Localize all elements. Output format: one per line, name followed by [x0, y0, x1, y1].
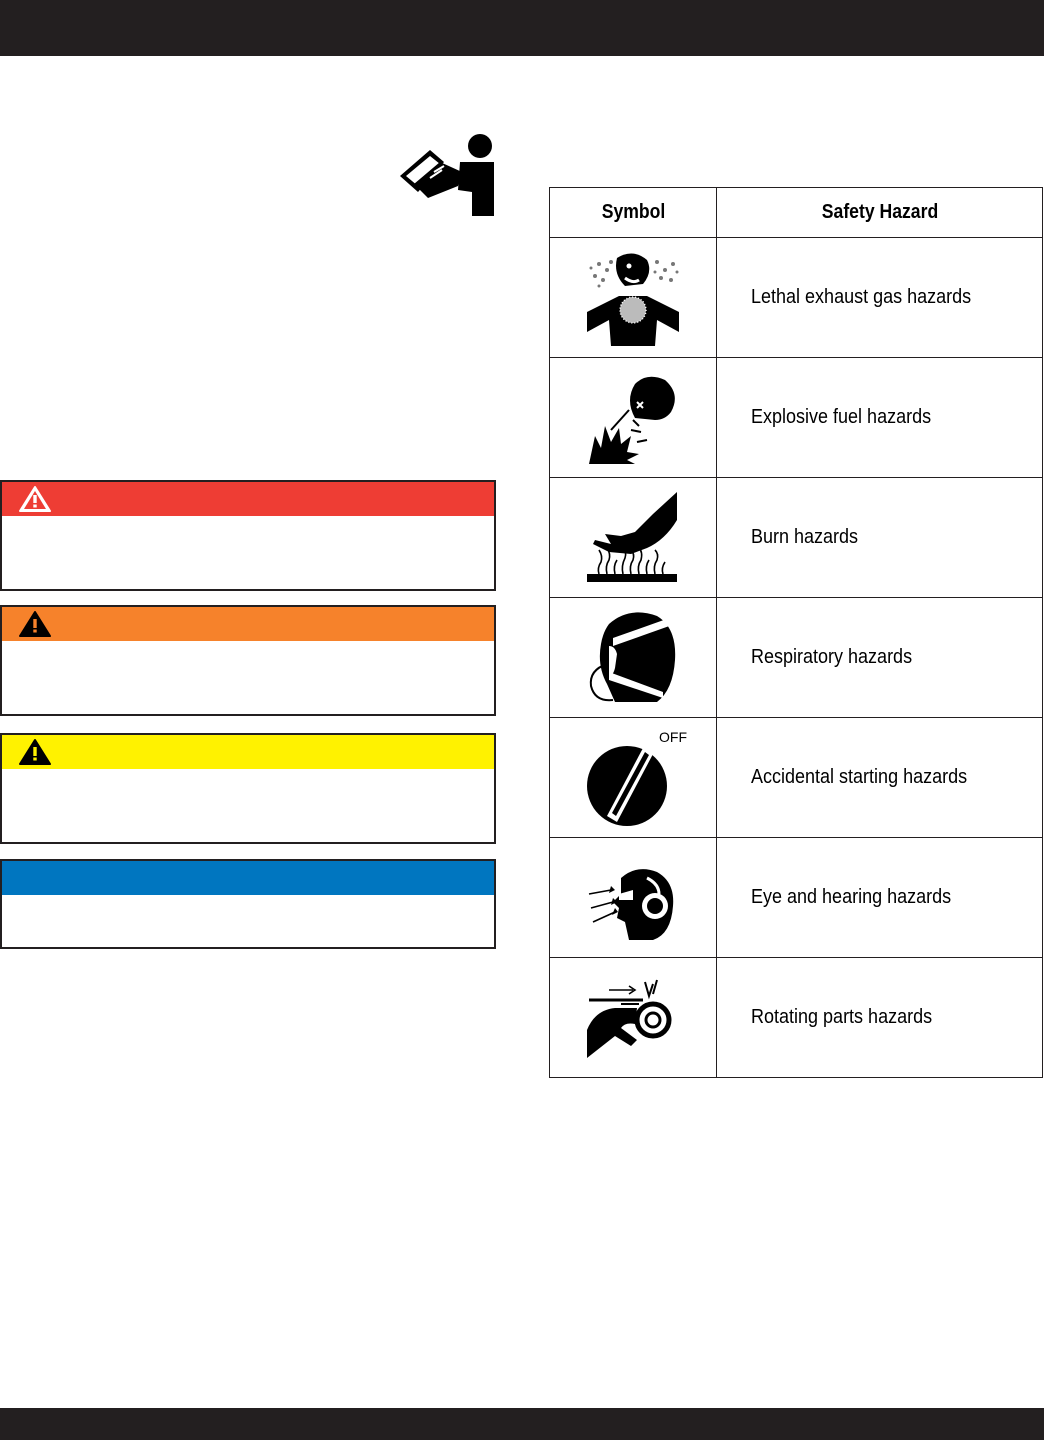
- caution-box: [0, 733, 496, 844]
- table-row: [550, 238, 1043, 358]
- hazard-label: Accidental starting hazards: [751, 766, 968, 788]
- symbol-column-header: Symbol: [560, 188, 707, 238]
- danger-box: [0, 480, 496, 591]
- hazard-label: Rotating parts hazards: [751, 1006, 933, 1028]
- hazard-label-cell: [717, 838, 1043, 958]
- explosive-fuel-icon: [585, 370, 681, 466]
- symbol-cell: [550, 958, 717, 1078]
- hazard-label-cell: [717, 478, 1043, 598]
- off-label: OFF: [659, 728, 687, 745]
- warning-header: [2, 607, 494, 641]
- hazard-label-cell: [717, 238, 1043, 358]
- symbol-cell: [550, 598, 717, 718]
- hazard-label-cell: [717, 958, 1043, 1078]
- symbol-cell: [550, 358, 717, 478]
- hazard-column-header: Safety Hazard: [736, 188, 1023, 238]
- accidental-start-icon: [583, 728, 687, 828]
- read-manual-icon: [400, 132, 496, 218]
- warning-box: [0, 605, 496, 716]
- table-header-row: [550, 188, 1043, 238]
- table-row: [550, 958, 1043, 1078]
- alert-triangle-icon: [18, 485, 52, 513]
- hazard-label-cell: [717, 598, 1043, 718]
- notice-box: [0, 859, 496, 949]
- hazard-label: Eye and hearing hazards: [751, 886, 952, 908]
- table-row: [550, 478, 1043, 598]
- symbol-cell: [550, 478, 717, 598]
- hazard-label: Lethal exhaust gas hazards: [751, 286, 972, 308]
- header-bar: [0, 0, 1044, 56]
- table-row: [550, 598, 1043, 718]
- symbol-cell: [550, 718, 717, 838]
- symbol-cell: [550, 838, 717, 958]
- exhaust-gas-icon: [585, 250, 681, 346]
- footer-bar: [0, 1408, 1044, 1440]
- caution-header: [2, 735, 494, 769]
- danger-header: [2, 482, 494, 516]
- hazard-table: [549, 187, 1043, 1078]
- hazard-label: Respiratory hazards: [751, 646, 913, 668]
- symbol-cell: [550, 238, 717, 358]
- alert-triangle-icon: [18, 610, 52, 638]
- alert-triangle-icon: [18, 738, 52, 766]
- hazard-label-cell: [717, 718, 1043, 838]
- hazard-label-cell: [717, 358, 1043, 478]
- table-row: [550, 358, 1043, 478]
- eye-hearing-icon: [585, 850, 681, 946]
- hazard-label: Burn hazards: [751, 526, 859, 548]
- notice-header: [2, 861, 494, 895]
- table-row: [550, 718, 1043, 838]
- table-row: [550, 838, 1043, 958]
- hazard-label: Explosive fuel hazards: [751, 406, 932, 428]
- rotating-parts-icon: [585, 970, 681, 1066]
- burn-icon: [585, 490, 681, 586]
- respiratory-icon: [585, 610, 681, 706]
